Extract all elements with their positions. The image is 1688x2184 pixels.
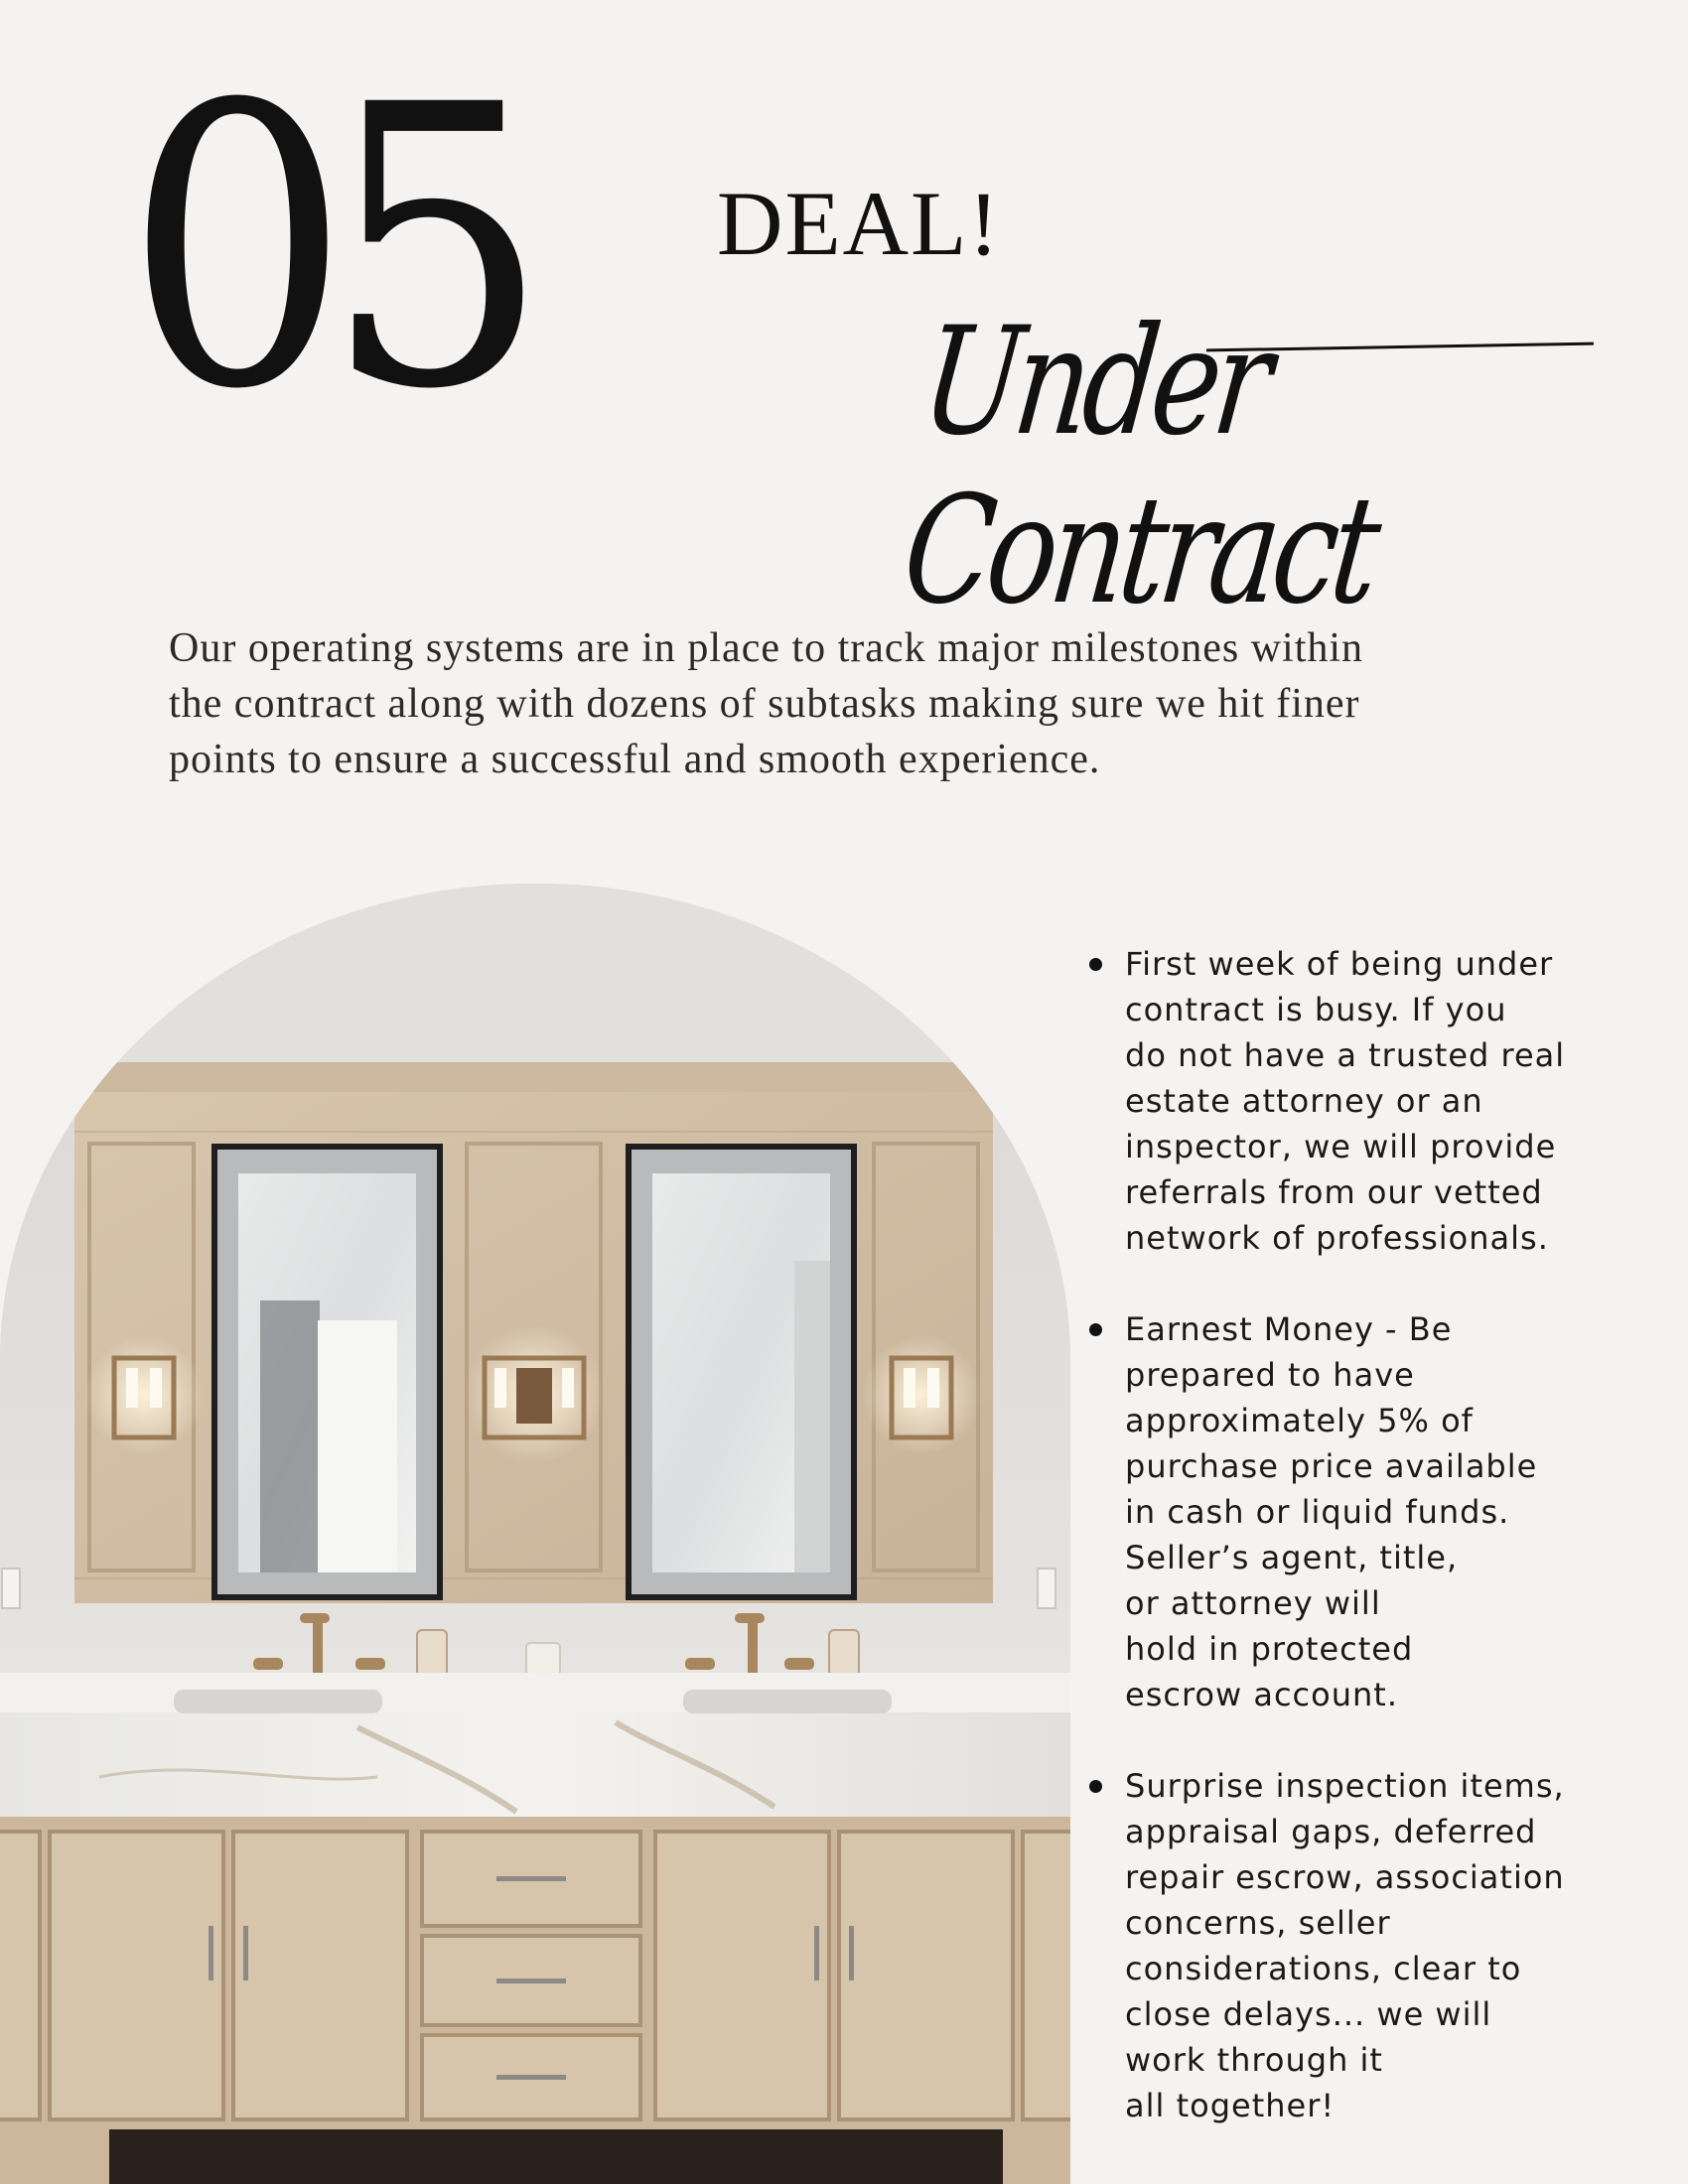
intro-line: Our operating systems are in place to track major milestones within [169,625,1364,671]
bullet-line: prepared to have [1125,1356,1415,1394]
bullet-item [1087,941,1643,1261]
bullet-line: in cash or liquid funds. [1125,1493,1510,1531]
step-number: 05 [124,23,523,474]
bullet-line: close delays... we will [1125,1995,1492,2033]
bullet-line: Earnest Money - Be [1125,1310,1453,1348]
bullet-line: estate attorney or an [1125,1082,1483,1120]
sconce-left [84,1335,204,1454]
bullet-line: approximately 5% of [1125,1402,1474,1439]
script-title: Under Contract [896,296,1383,637]
intro-line: the contract along with dozens of subtasks making sure we hit finer [169,681,1360,727]
vanity-illustration [0,884,1070,2184]
bullet-line: do not have a trusted real [1125,1036,1566,1074]
bullet-line: contract is busy. If you [1125,991,1507,1028]
bullet-line: Seller’s agent, title, [1125,1539,1459,1576]
bullet-line: referrals from our vetted [1125,1173,1543,1211]
sconce-right [862,1335,981,1454]
bullet-line: work through it [1125,2041,1383,2079]
bullet-line: inspector, we will provide [1125,1128,1557,1165]
intro-line: points to ensure a successful and smooth experience. [169,737,1101,782]
bullet-line: all together! [1125,2087,1336,2124]
bullet-line: network of professionals. [1125,1219,1549,1257]
bullet-line: or attorney will [1125,1584,1381,1622]
bullet-line: appraisal gaps, deferred [1125,1813,1537,1850]
bullet-line: hold in protected [1125,1630,1414,1668]
bathroom-vanity-photo [0,884,1070,2184]
kicker-heading: DEAL! [717,173,1001,274]
bullet-line: repair escrow, association [1125,1858,1565,1896]
sconce-center [465,1325,604,1464]
bullet-line: First week of being under [1125,945,1554,983]
bullet-list [1087,941,1643,2174]
bullet-line: purchase price available [1125,1447,1538,1485]
bullet-line: considerations, clear to [1125,1950,1522,1987]
intro-paragraph [169,620,1559,787]
bullet-item [1087,1763,1643,2128]
bullet-item [1087,1306,1643,1717]
bullet-line: concerns, seller [1125,1904,1391,1942]
bullet-line: escrow account. [1125,1676,1398,1713]
bullet-line: Surprise inspection items, [1125,1767,1565,1805]
